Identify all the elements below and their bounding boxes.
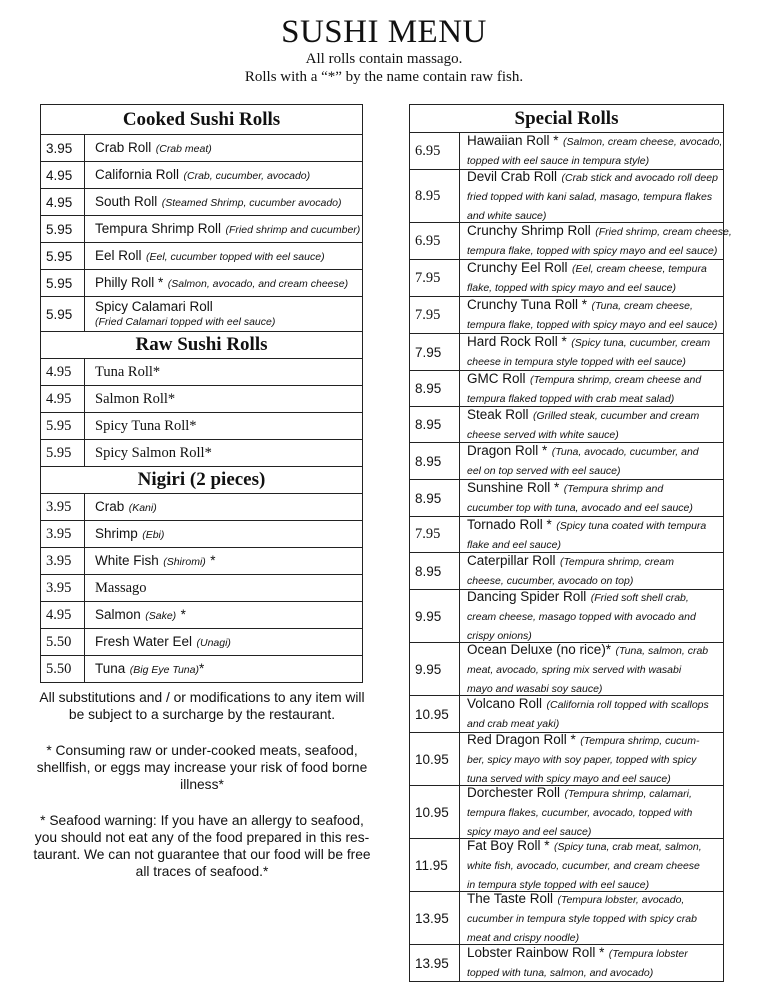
item-description: tempura flakes, cucumber, avocado, topped with <box>467 806 693 819</box>
item-price: 3.95 <box>41 135 85 161</box>
cooked-rolls-heading: Cooked Sushi Rolls <box>41 105 362 135</box>
item-description: (Grilled steak, cucumber and cream <box>532 409 700 422</box>
item-name: Crunchy Shrimp Roll <box>467 223 591 238</box>
item-name: Crab Roll <box>95 140 152 155</box>
menu-row <box>41 413 362 440</box>
item-price: 7.95 <box>410 334 460 370</box>
item-description: (Tempura shrimp, calamari, <box>564 787 692 800</box>
item-name: Tornado Roll * <box>467 516 552 532</box>
item-description: cheese, cucumber, avocado on top) <box>467 575 634 587</box>
item-price: 9.95 <box>410 643 460 695</box>
item-description: tempura flake, topped with spicy mayo and eel sauce) <box>467 245 718 257</box>
item-description: cucumber in tempura style topped with spicy crab <box>467 912 697 925</box>
menu-row <box>41 386 362 413</box>
item-name: Hard Rock Roll * <box>467 334 567 349</box>
item-price: 6.95 <box>410 223 460 259</box>
item-description: (Spicy tuna, cucumber, cream <box>571 337 711 349</box>
item-name: Tuna <box>95 661 126 676</box>
item-price: 8.95 <box>410 371 460 406</box>
raw-marker: * <box>210 553 216 568</box>
note-line: illness* <box>180 777 224 792</box>
item-name: Dancing Spider Roll <box>467 588 587 604</box>
item-name: Philly Roll * <box>95 275 164 290</box>
item-description: (Shiromi) <box>163 556 206 568</box>
note-line: * Consuming raw or under-cooked meats, seafood, <box>46 743 358 758</box>
special-rolls-table <box>409 104 732 982</box>
menu-row <box>410 371 723 407</box>
item-name: Lobster Rainbow Roll * <box>467 945 605 960</box>
menu-row <box>410 297 723 334</box>
menu-row <box>410 553 723 590</box>
menu-row <box>410 945 723 982</box>
item-price: 5.95 <box>41 243 85 269</box>
note-line: * Seafood warning: If you have an allergy to seafood, <box>40 813 364 828</box>
item-description: (Fried Calamari topped with eel sauce) <box>95 315 276 328</box>
item-name: Massago <box>95 580 147 596</box>
item-price: 3.95 <box>41 494 85 520</box>
left-menu-table <box>40 104 363 683</box>
surcharge-note <box>30 689 374 723</box>
item-description: cheese served with white sauce) <box>467 428 619 441</box>
menu-row <box>410 407 723 443</box>
item-name: Salmon Roll* <box>95 391 176 407</box>
note-line: be subject to a surcharge by the restaurant. <box>68 707 336 722</box>
item-name: Shrimp <box>95 526 138 541</box>
item-price: 11.95 <box>410 839 460 891</box>
menu-row <box>41 162 362 189</box>
item-name: Dragon Roll * <box>467 443 548 458</box>
item-price: 5.95 <box>41 216 85 242</box>
item-description: tuna served with spicy mayo and eel sauce) <box>467 772 671 785</box>
item-name: Tuna Roll* <box>95 364 161 380</box>
item-description: (Big Eye Tuna) <box>129 664 199 676</box>
item-price: 7.95 <box>410 297 460 333</box>
item-description: (Spicy tuna, crab meat, salmon, <box>553 840 702 853</box>
item-description: flake and eel sauce) <box>467 538 561 551</box>
item-price: 5.95 <box>41 413 85 439</box>
item-description: tempura flake, topped with spicy mayo and eel sauce) <box>467 319 718 331</box>
item-price: 10.95 <box>410 696 460 732</box>
item-description: ber, spicy mayo with soy paper, topped with spicy <box>467 753 697 766</box>
item-price: 8.95 <box>410 443 460 479</box>
note-line: taurant. We can not guarantee that our food will be free <box>33 847 371 862</box>
item-price: 3.95 <box>41 548 85 574</box>
item-name: Devil Crab Roll <box>467 168 558 184</box>
item-description: flake, topped with spicy mayo and eel sauce) <box>467 282 676 294</box>
menu-row <box>41 297 362 332</box>
menu-row <box>410 480 723 517</box>
item-price: 8.95 <box>410 480 460 516</box>
menu-row <box>41 602 362 629</box>
item-name: South Roll <box>95 194 158 209</box>
menu-row <box>410 839 723 892</box>
item-name: Crunchy Tuna Roll * <box>467 297 588 312</box>
item-name: Red Dragon Roll * <box>467 731 576 747</box>
menu-row <box>410 786 723 839</box>
menu-row <box>41 548 362 575</box>
item-price: 5.50 <box>41 656 85 682</box>
menu-row <box>410 892 723 945</box>
item-description: (Steamed Shrimp, cucumber avocado) <box>161 197 342 209</box>
note-line: you should not eat any of the food prepared in this res- <box>34 830 370 845</box>
item-description: and white sauce) <box>467 209 547 222</box>
item-description: (Tempura lobster, avocado, <box>557 893 685 906</box>
item-name: Ocean Deluxe (no rice)* <box>467 641 612 657</box>
menu-row <box>410 733 723 786</box>
item-price: 4.95 <box>41 359 85 385</box>
item-description: topped with eel sauce in tempura style) <box>467 155 650 167</box>
item-price: 8.95 <box>410 553 460 589</box>
item-description: cucumber top with tuna, avocado and eel sauce) <box>467 502 693 514</box>
menu-title: SUSHI MENU <box>281 14 487 50</box>
item-name: Volcano Roll <box>467 696 543 711</box>
item-description: (Fried shrimp and cucumber) <box>225 224 361 236</box>
item-description: (Crab meat) <box>155 143 212 155</box>
item-price: 3.95 <box>41 575 85 601</box>
menu-row <box>410 223 732 260</box>
item-name: California Roll <box>95 167 180 182</box>
item-description: meat, avocado, spring mix served with wasabi <box>467 663 682 676</box>
item-price: 9.95 <box>410 590 460 642</box>
subtitle-massago: All rolls contain massago. <box>305 51 463 67</box>
item-name: Spicy Tuna Roll* <box>95 418 197 434</box>
item-price: 8.95 <box>410 170 460 222</box>
menu-row <box>410 517 723 553</box>
menu-row <box>410 696 723 733</box>
menu-row <box>410 443 723 480</box>
special-rolls-heading: Special Rolls <box>410 105 723 133</box>
item-description: (California roll topped with scallops <box>546 699 709 711</box>
item-description: and crab meat yaki) <box>467 718 560 730</box>
raw-food-warning <box>30 742 374 793</box>
menu-row <box>41 656 362 683</box>
raw-marker: * <box>198 661 205 676</box>
item-description: (Salmon, avocado, and cream cheese) <box>167 278 349 290</box>
menu-row <box>41 135 362 162</box>
menu-row <box>41 270 362 297</box>
menu-row <box>41 629 362 656</box>
item-description: in tempura style topped with eel sauce) <box>467 878 650 891</box>
seafood-warning <box>30 812 374 880</box>
item-description: (Salmon, cream cheese, avocado, <box>563 136 723 148</box>
item-description: (Spicy tuna coated with tempura <box>556 519 707 532</box>
item-price: 5.95 <box>41 440 85 466</box>
item-name: Tempura Shrimp Roll <box>95 221 222 236</box>
note-line: shellfish, or eggs may increase your risk of food borne <box>36 760 368 775</box>
item-name: The Taste Roll <box>467 890 554 906</box>
menu-row <box>41 440 362 467</box>
item-description: (Sake) <box>145 610 177 622</box>
menu-row <box>410 590 723 643</box>
menu-row <box>41 521 362 548</box>
item-price: 5.50 <box>41 629 85 655</box>
menu-row <box>410 643 723 696</box>
item-name: Sunshine Roll * <box>467 480 560 495</box>
item-price: 10.95 <box>410 733 460 785</box>
menu-row <box>410 260 723 297</box>
item-name: Spicy Calamari Roll <box>95 298 213 314</box>
note-line: All substitutions and / or modifications to any item will <box>39 690 365 705</box>
item-description: (Tempura shrimp, cream <box>559 556 674 568</box>
item-name: White Fish <box>95 553 159 568</box>
menu-row <box>41 359 362 386</box>
item-name: Eel Roll <box>95 248 142 263</box>
note-line: all traces of seafood.* <box>135 864 269 879</box>
item-description: mayo and wasabi soy sauce) <box>467 682 603 695</box>
menu-row <box>41 243 362 270</box>
item-description: (Tempura shrimp, cucum- <box>580 734 700 747</box>
item-price: 5.95 <box>41 297 85 331</box>
item-name: Steak Roll <box>467 406 529 422</box>
item-price: 4.95 <box>41 189 85 215</box>
item-price: 3.95 <box>41 521 85 547</box>
item-description: (Crab stick and avocado roll deep <box>561 171 718 184</box>
menu-row <box>41 216 362 243</box>
menu-row <box>41 575 362 602</box>
menu-row <box>41 189 362 216</box>
item-name: Fresh Water Eel <box>95 634 193 649</box>
item-description: cream cheese, masago topped with avocado and <box>467 610 696 623</box>
item-price: 7.95 <box>410 517 460 552</box>
item-price: 13.95 <box>410 945 460 981</box>
item-description: (Crab, cucumber, avocado) <box>183 170 311 182</box>
item-description: (Tempura lobster <box>608 948 688 960</box>
menu-row <box>41 494 362 521</box>
item-description: spicy mayo and eel sauce) <box>467 825 592 838</box>
item-price: 5.95 <box>41 270 85 296</box>
item-description: white fish, avocado, cucumber, and cream cheese <box>467 859 700 872</box>
item-description: eel on top served with eel sauce) <box>467 465 621 477</box>
subtitle-raw-fish: Rolls with a “*” by the name contain raw fish. <box>244 69 524 85</box>
menu-row <box>410 170 723 223</box>
menu-row <box>410 334 723 371</box>
item-name: Spicy Salmon Roll* <box>95 445 212 461</box>
item-description: tempura flaked topped with crab meat salad) <box>467 392 675 405</box>
item-description: (Tuna, salmon, crab <box>615 644 709 657</box>
item-description: fried topped with kani salad, masago, tempura flakes <box>467 190 713 203</box>
item-description: (Tempura shrimp, cream cheese and <box>529 373 702 386</box>
item-price: 8.95 <box>410 407 460 442</box>
item-description: (Kani) <box>128 502 157 514</box>
item-description: (Eel, cucumber topped with eel sauce) <box>145 251 325 263</box>
item-description: topped with tuna, salmon, and avocado) <box>467 967 654 979</box>
item-description: cheese in tempura style topped with eel sauce) <box>467 356 686 368</box>
item-description: (Tempura shrimp and <box>563 483 664 495</box>
item-name: Fat Boy Roll * <box>467 837 550 853</box>
item-price: 10.95 <box>410 786 460 838</box>
item-name: Crab <box>95 499 125 514</box>
item-description: crispy onions) <box>467 629 532 642</box>
item-price: 13.95 <box>410 892 460 944</box>
item-description: (Ebi) <box>142 529 165 541</box>
menu-row <box>410 133 723 170</box>
item-description: (Unagi) <box>196 637 231 649</box>
raw-marker: * <box>180 607 186 622</box>
item-name: Salmon <box>95 607 141 622</box>
item-price: 4.95 <box>41 386 85 412</box>
item-description: (Eel, cream cheese, tempura <box>572 263 707 275</box>
item-price: 7.95 <box>410 260 460 296</box>
item-name: GMC Roll <box>467 370 526 386</box>
item-name: Dorchester Roll <box>467 784 561 800</box>
nigiri-heading: Nigiri (2 pieces) <box>41 467 362 494</box>
item-name: Hawaiian Roll * <box>467 133 559 148</box>
item-name: Caterpillar Roll <box>467 553 556 568</box>
item-description: (Tuna, avocado, cucumber, and <box>551 446 699 458</box>
item-description: (Fried soft shell crab, <box>590 591 689 604</box>
item-description: meat and crispy noodle) <box>467 931 580 944</box>
item-name: Crunchy Eel Roll <box>467 260 568 275</box>
item-price: 6.95 <box>410 133 460 169</box>
item-price: 4.95 <box>41 602 85 628</box>
item-description: (Tuna, cream cheese, <box>591 300 693 312</box>
item-price: 4.95 <box>41 162 85 188</box>
item-description: (Fried shrimp, cream cheese, <box>595 226 732 238</box>
raw-rolls-heading: Raw Sushi Rolls <box>41 332 362 359</box>
